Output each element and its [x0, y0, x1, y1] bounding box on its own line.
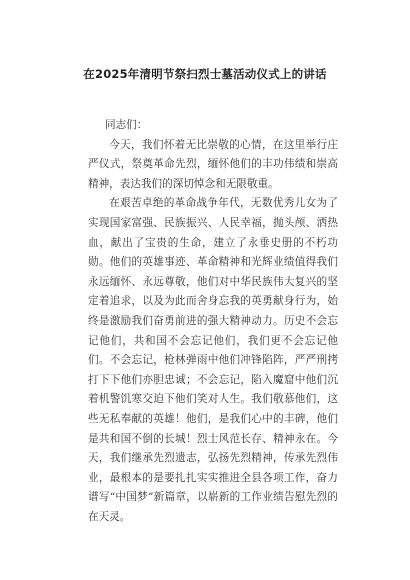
document-body — [88, 116, 338, 527]
document-title: 在2025年清明节祭扫烈士墓活动仪式上的讲话 — [83, 67, 327, 81]
paragraph-1: 今天，我们怀着无比崇敬的心情，在这里举行庄严仪式，祭奠革命先烈，缅怀他们的丰功伟绩和崇高精神，表达我们的深切悼念和无限敬重。 — [88, 138, 338, 190]
paragraph-2: 在艰苦卓绝的革命战争年代，无数优秀儿女为了实现国家富强、民族振兴、人民幸福，抛头颅、洒热血，献出了宝贵的生命，建立了永垂史册的不朽功勋。他们的英雄事迹、革命精神和光辉业绩值得我们永远缅怀、永远尊敬，他们对中华民族伟大复兴的坚定着追求，以及为此而舍身忘我的英勇献身行为，始终是激励我们奋勇前进的强大精神动力。历史不会忘记他们，共和国不会忘记他们，我们更不会忘记他们。不会忘记，枪林弹雨中他们冲锋陷阵，严严刑拷打下下他们亦胆忠诚；不会忘记，陷入魔窟中他们沉着机警饥寒交迫下他们笑对人生。我们敬慕他们，这些无私奉献的英雄！他们，是我们心中的丰碑，他们是共和国不倒的长城！烈士风范长存、精神永在。今天，我们继承先烈遗志，弘扬先烈精神，传承先烈伟业，最根本的是要扎扎实实推进全县各项工作，奋力谱写“中国梦”新篇章，以崭新的工作业绩告慰先烈的在天灵。 — [88, 197, 338, 523]
salutation: 同志们： — [105, 119, 148, 131]
